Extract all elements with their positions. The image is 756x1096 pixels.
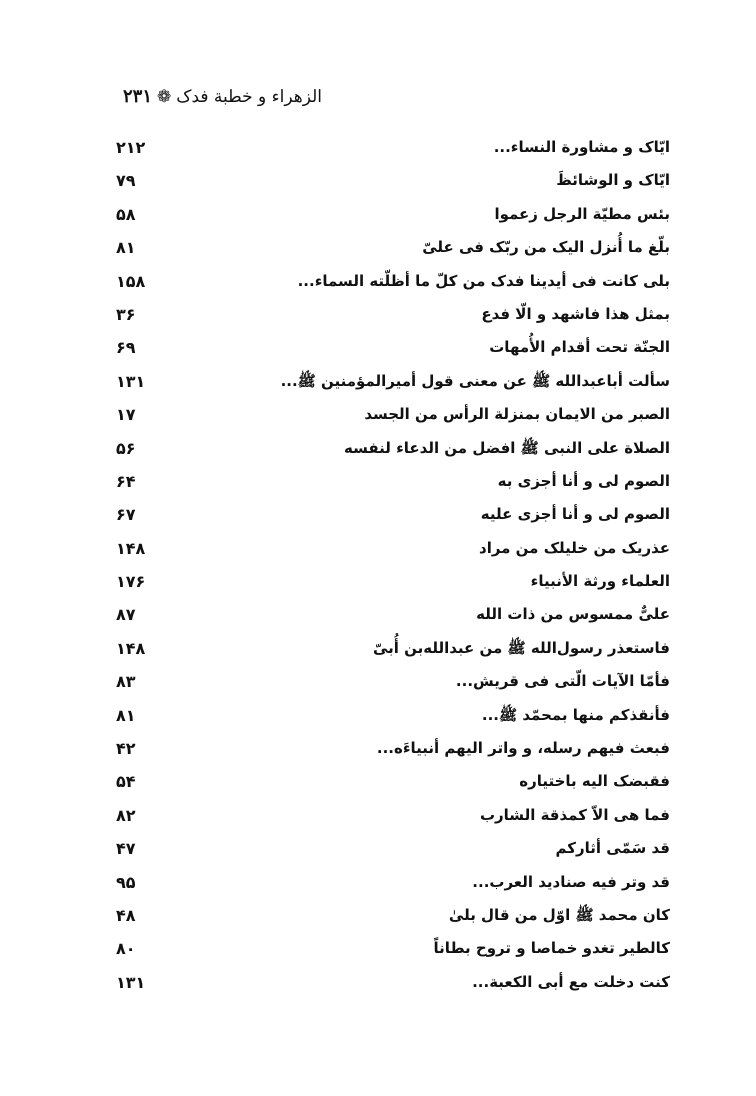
index-entry (110, 298, 670, 331)
entry-page-number: ۸۰ (116, 939, 136, 959)
entry-page-number: ۸۱ (116, 705, 136, 725)
entry-page-number: ۴۲ (116, 739, 136, 759)
entry-phrase: الصوم لى و أنا أجزى به (497, 471, 670, 490)
entry-phrase: كنت دخلت مع أبى الكعبة... (472, 972, 670, 991)
entry-phrase: كالطير تغدو خماصا و تروح بطاناً (433, 939, 670, 958)
entry-phrase: بئس مطيّة الرجل زعموا (494, 204, 670, 223)
index-entry (110, 565, 670, 598)
entry-page-number: ۴۸ (116, 905, 136, 925)
entry-phrase: فأمّا الآيات الّتى فى قريش... (455, 672, 670, 691)
index-entry (110, 799, 670, 832)
entry-page-number: ۱۳۱ (116, 371, 146, 391)
entry-page-number: ۷۹ (116, 171, 136, 191)
entry-phrase: ايّاک و مشاورة النساء... (493, 138, 670, 156)
entry-page-number: ۵۸ (116, 204, 136, 224)
index-entry (110, 866, 670, 899)
header-page-number: ۲۳۱ (123, 86, 153, 107)
entry-phrase: فبعث فيهم رسله، و واتر اليهم أنبياءَه... (376, 739, 670, 758)
entry-phrase: علىٌّ ممسوس من ذات الله (476, 605, 670, 624)
entry-phrase: فقبضک اليه باختياره (519, 772, 670, 791)
entry-page-number: ۵۶ (116, 438, 136, 458)
header-title: الزهراء و خطبة فدک (176, 87, 322, 107)
index-entry (110, 732, 670, 765)
index-entry (110, 398, 670, 431)
entry-page-number: ۶۴ (116, 471, 136, 491)
index-entry (110, 231, 670, 264)
flower-separator-icon: ❁ (157, 87, 172, 107)
entry-phrase: الصبر من الايمان بمنزلة الرأس من الجسد (364, 405, 670, 424)
index-entry (110, 598, 670, 631)
entry-phrase: الجنّة تحت أقدام الأُمهات (489, 338, 670, 357)
index-entry (110, 365, 670, 398)
entry-phrase: قد وتر فيه صناديد العرب... (472, 872, 670, 891)
index-entry (110, 532, 670, 565)
index-entry-list (110, 131, 670, 999)
entry-phrase: الصلاة على النبى ﷺ افضل من الدعاء لنفسه (343, 438, 670, 457)
entry-page-number: ۶۷ (116, 505, 136, 525)
entry-phrase: قد سَمّى أثاركم (555, 839, 670, 858)
entry-page-number: ۸۳ (116, 672, 136, 692)
index-entry (110, 832, 670, 865)
entry-page-number: ۶۹ (116, 338, 136, 358)
entry-page-number: ۱۷ (116, 405, 136, 425)
index-entry (110, 265, 670, 298)
entry-phrase: سألت أباعبدالله ﷺ عن معنى قول أميرالمؤمنين ﷺ... (280, 371, 670, 390)
entry-page-number: ۱۵۸ (116, 271, 146, 291)
entry-phrase: بلّغ ما أُنزل اليک من ربّک فى علىّ (422, 238, 670, 257)
entry-page-number: ۵۴ (116, 772, 136, 792)
entry-phrase: بلى كانت فى أيدينا فدک من كلّ ما أظلّته السماء... (297, 271, 670, 290)
index-entry (110, 131, 670, 164)
index-entry (110, 198, 670, 231)
entry-page-number: ۴۷ (116, 839, 136, 859)
index-entry (110, 966, 670, 999)
index-entry (110, 498, 670, 531)
index-entry (110, 465, 670, 498)
index-entry (110, 432, 670, 465)
entry-page-number: ۸۱ (116, 238, 136, 258)
entry-page-number: ۹۵ (116, 872, 136, 892)
entry-page-number: ۱۳۱ (116, 972, 146, 992)
index-entry (110, 899, 670, 932)
entry-phrase: الصوم لى و أنا أجزى عليه (480, 505, 670, 524)
index-entry (110, 331, 670, 364)
entry-phrase: فما هى الاّ كمذقة الشارب (479, 805, 670, 824)
entry-phrase: بمثل هذا فاشهد و الّا فدع (481, 304, 670, 323)
entry-page-number: ۱۴۸ (116, 538, 146, 558)
entry-page-number: ۲۱۲ (116, 138, 146, 157)
running-header (110, 86, 322, 107)
index-entry (110, 932, 670, 965)
entry-page-number: ۱۷۶ (116, 572, 146, 592)
index-entry (110, 699, 670, 732)
index-entry (110, 632, 670, 665)
index-entry (110, 164, 670, 197)
entry-phrase: العلماء ورثة الأنبياء (530, 572, 670, 591)
entry-phrase: عذريک من خليلک من مراد (479, 538, 670, 557)
entry-phrase: ايّاک و الوشائظَ (556, 171, 670, 190)
entry-phrase: فاستعذر رسول‌الله ﷺ من عبدالله‌بن أُبىّ (372, 638, 670, 657)
entry-page-number: ۸۲ (116, 805, 136, 825)
index-entry (110, 765, 670, 798)
entry-page-number: ۳۶ (116, 304, 136, 324)
entry-phrase: فأنقذكم منها بمحمّد ﷺ... (481, 705, 670, 724)
index-entry (110, 665, 670, 698)
entry-page-number: ۸۷ (116, 605, 136, 625)
entry-page-number: ۱۴۸ (116, 638, 146, 658)
entry-phrase: كان محمد ﷺ اوّل من قال بلىٰ (448, 905, 670, 924)
